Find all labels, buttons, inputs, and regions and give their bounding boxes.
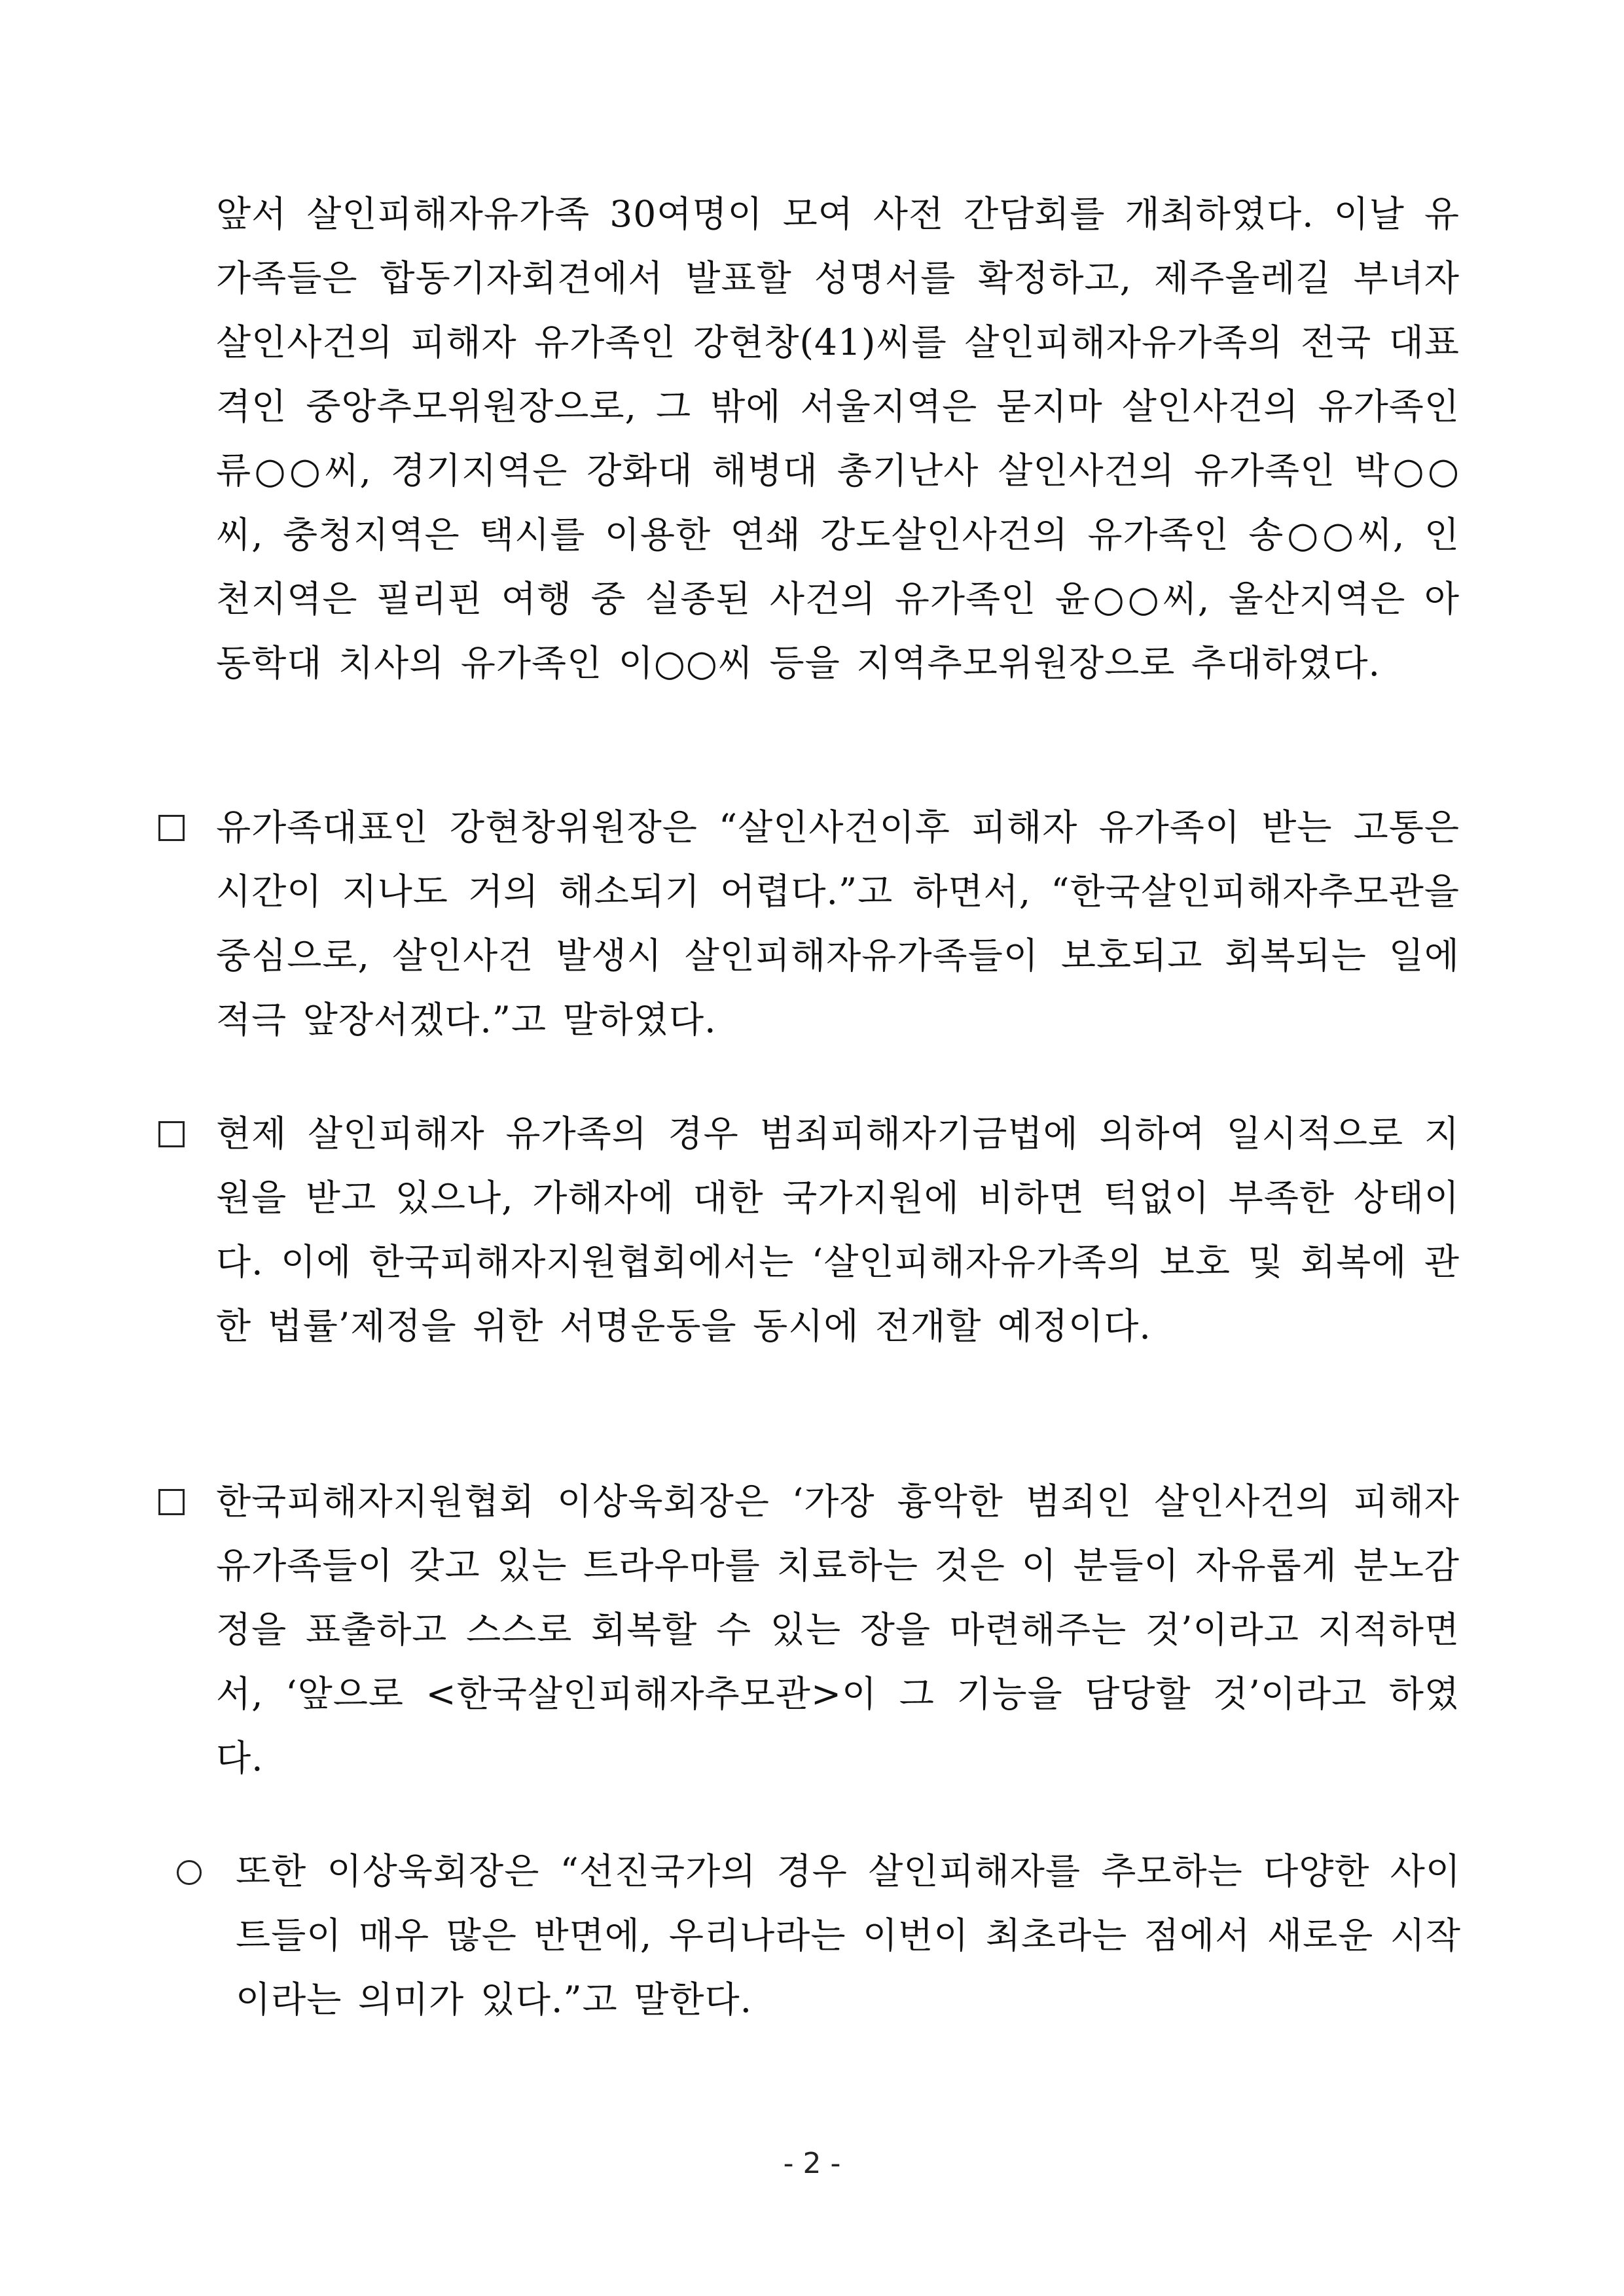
bullet-item-text: 현제 살인피해자 유가족의 경우 범죄피해자기금법에 의하여 일시적으로 지원을 받고 있으나, 가해자에 대한 국가지원에 비하면 턱없이 부족한 상태이다. 이에 한국피해자지원협회에서는 ‘살인피해자유가족의 보호 및 회복에 관한 법률’제정을 위한 서명운동을 동시에 전개할 예정이다.: [216, 1113, 1460, 1347]
page-number: - 2 -: [783, 2147, 841, 2180]
bullet-item-text: 또한 이상욱회장은 “선진국가의 경우 살인피해자를 추모하는 다양한 사이트들이 매우 많은 반면에, 우리나라는 이번이 최초라는 점에서 새로운 시작이라는 의미가 있다.”고 말한다.: [236, 1850, 1461, 2020]
continuation-paragraph: 앞서 살인피해자유가족 30여명이 모여 사전 간담회를 개최하였다. 이날 유가족들은 합동기자회견에서 발표할 성명서를 확정하고, 제주올레길 부녀자 살인사건의 피해자 유가족인 강현창(41)씨를 살인피해자유가족의 전국 대표격인 중앙추모위원장으로, 그 밖에 서울지역은 묻지마 살인사건의 유가족인 류○○씨, 경기지역은 강화대 해병대 총기난사 살인사건의 유가족인 박○○씨, 충청지역은 택시를 이용한 연쇄 강도살인사건의 유가족인 송○○씨, 인천지역은 필리핀 여행 중 실종된 사건의 유가족인 윤○○씨, 울산지역은 아동학대 치사의 유가족인 이○○씨 등을 지역추모위원장으로 추대하였다.: [216, 193, 1460, 684]
square-bullet-icon: [158, 1489, 185, 1515]
square-bullet-icon: [158, 1121, 185, 1147]
circle-bullet-icon: [177, 1860, 202, 1885]
bullet-item-text: 유가족대표인 강현창위원장은 “살인사건이후 피해자 유가족이 받는 고통은 시간이 지나도 거의 해소되기 어렵다.”고 하면서, “한국살인피해자추모관을 중심으로, 살인사건 발생시 살인피해자유가족들이 보호되고 회복되는 일에 적극 앞장서겠다.”고 말하였다.: [216, 806, 1460, 1041]
bullet-item-text: 한국피해자지원협회 이상욱회장은 ‘가장 흉악한 범죄인 살인사건의 피해자 유가족들이 갖고 있는 트라우마를 치료하는 것은 이 분들이 자유롭게 분노감정을 표출하고 스스로 회복할 수 있는 장을 마련해주는 것’이라고 지적하면서, ‘앞으로 <한국살인피해자추모관>이 그 기능을 담당할 것’이라고 하였다.: [216, 1480, 1460, 1779]
square-bullet-icon: [158, 815, 185, 841]
